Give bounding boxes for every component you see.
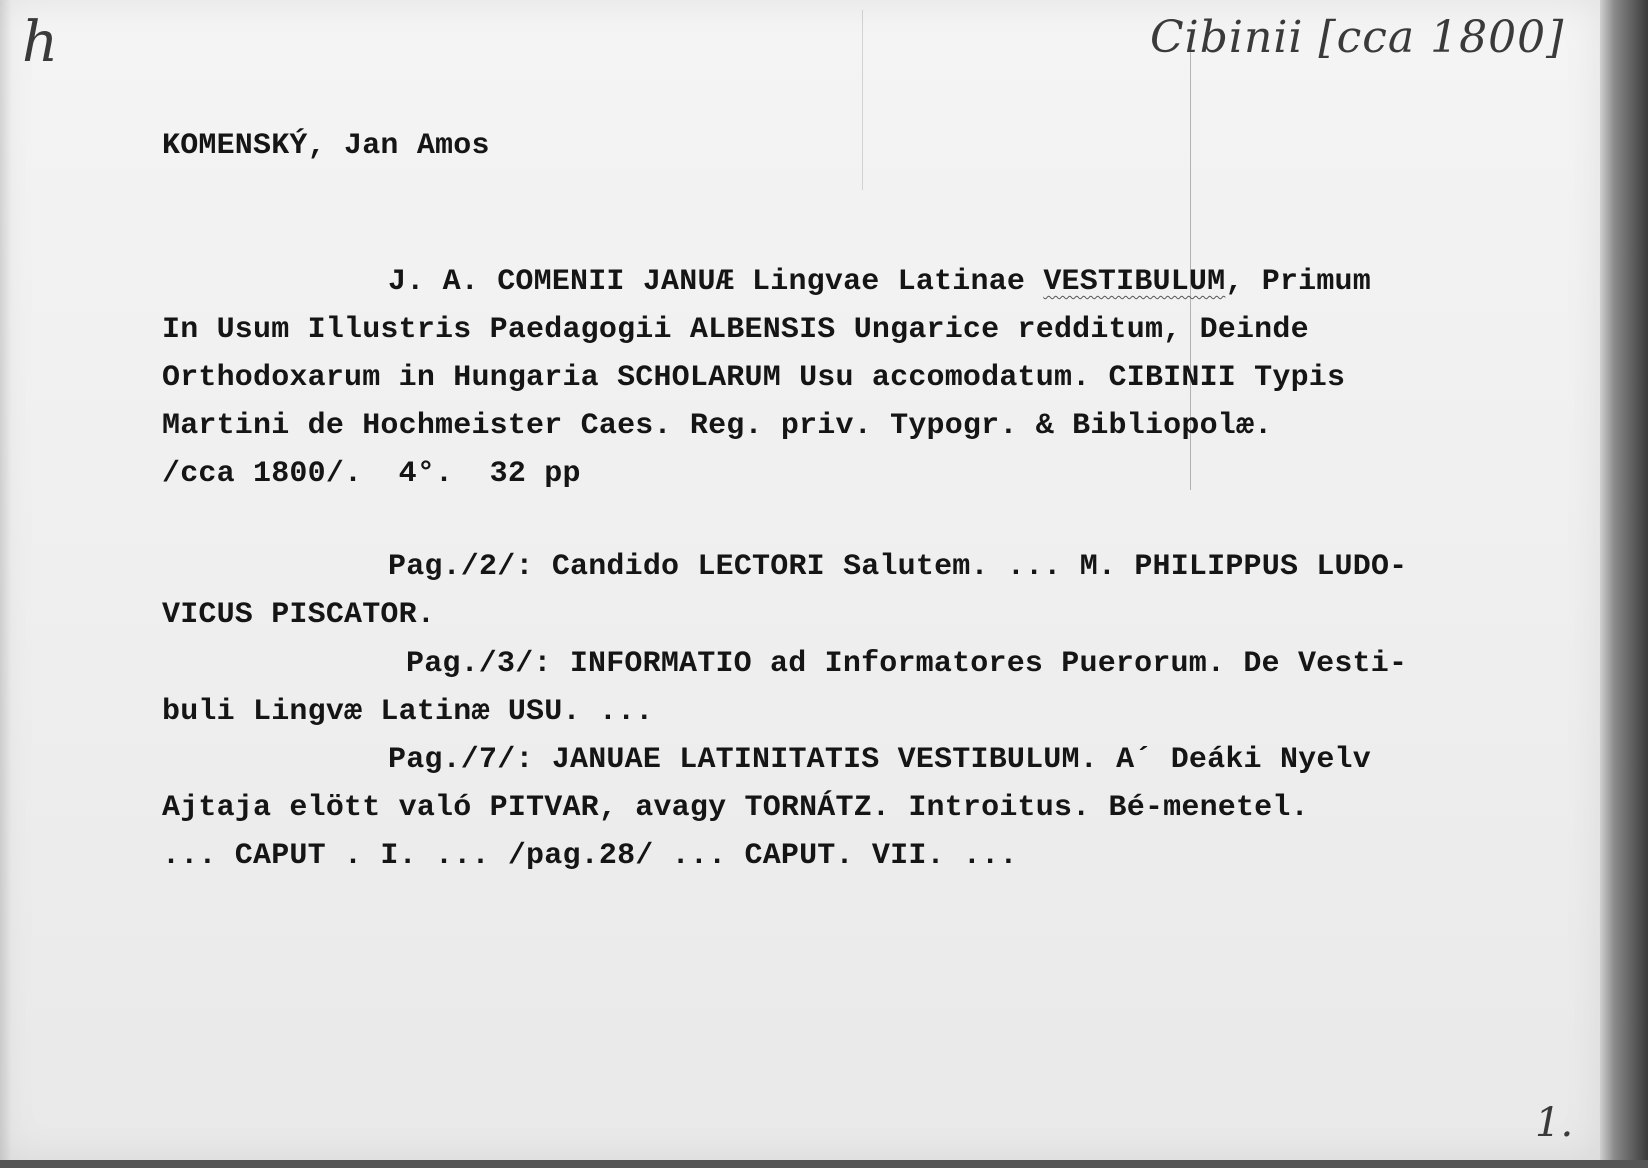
contents-line: Pag./7/: JANUAE LATINITATIS VESTIBULUM. A´ Deáki Nyelv: [388, 743, 1371, 777]
scan-edge: [1600, 0, 1648, 1168]
author-heading: KOMENSKÝ, Jan Amos: [162, 129, 490, 163]
title-line: In Usum Illustris Paedagogii ALBENSIS Ungarice redditum, Deinde: [162, 313, 1309, 347]
imprint-format: 4°.: [398, 457, 454, 491]
title-line-end: , Primum: [1225, 265, 1371, 299]
card-crease: [862, 10, 863, 190]
vestibulum-underlined: VESTIBULUM: [1043, 265, 1226, 299]
scan-edge-bottom: [0, 1160, 1648, 1168]
title-line: Martini de Hochmeister Caes. Reg. priv. Typogr. & Bibliopolæ.: [162, 409, 1273, 443]
corner-mark: h: [22, 10, 59, 75]
title-line: Orthodoxarum in Hungaria SCHOLARUM Usu accomodatum. CIBINII Typis: [162, 361, 1346, 395]
imprint-date: /cca 1800/.: [162, 457, 363, 491]
imprint-line: [162, 457, 581, 491]
contents-line: buli Lingvæ Latinæ USU. ...: [162, 695, 654, 729]
contents-line: Pag./2/: Candido LECTORI Salutem. ... M. PHILIPPUS LUDO-: [388, 550, 1408, 584]
contents-line: ... CAPUT . I. ... /pag.28/ ... CAPUT. VII. ...: [162, 839, 1018, 873]
title-line: [388, 265, 1371, 299]
handwritten-place-date: Cibinii [cca 1800]: [1150, 12, 1565, 63]
contents-line: VICUS PISCATOR.: [162, 598, 436, 632]
page-number: 1.: [1535, 1100, 1574, 1146]
imprint-pages: 32 pp: [489, 457, 581, 491]
contents-line: Pag./3/: INFORMATIO ad Informatores Puerorum. De Vesti-: [406, 647, 1408, 681]
contents-line: Ajtaja elött való PITVAR, avagy TORNÁTZ. Introitus. Bé-menetel.: [162, 791, 1309, 825]
title-line-start: J. A. COMENII JANUÆ Lingvae Latinae: [388, 265, 1044, 299]
